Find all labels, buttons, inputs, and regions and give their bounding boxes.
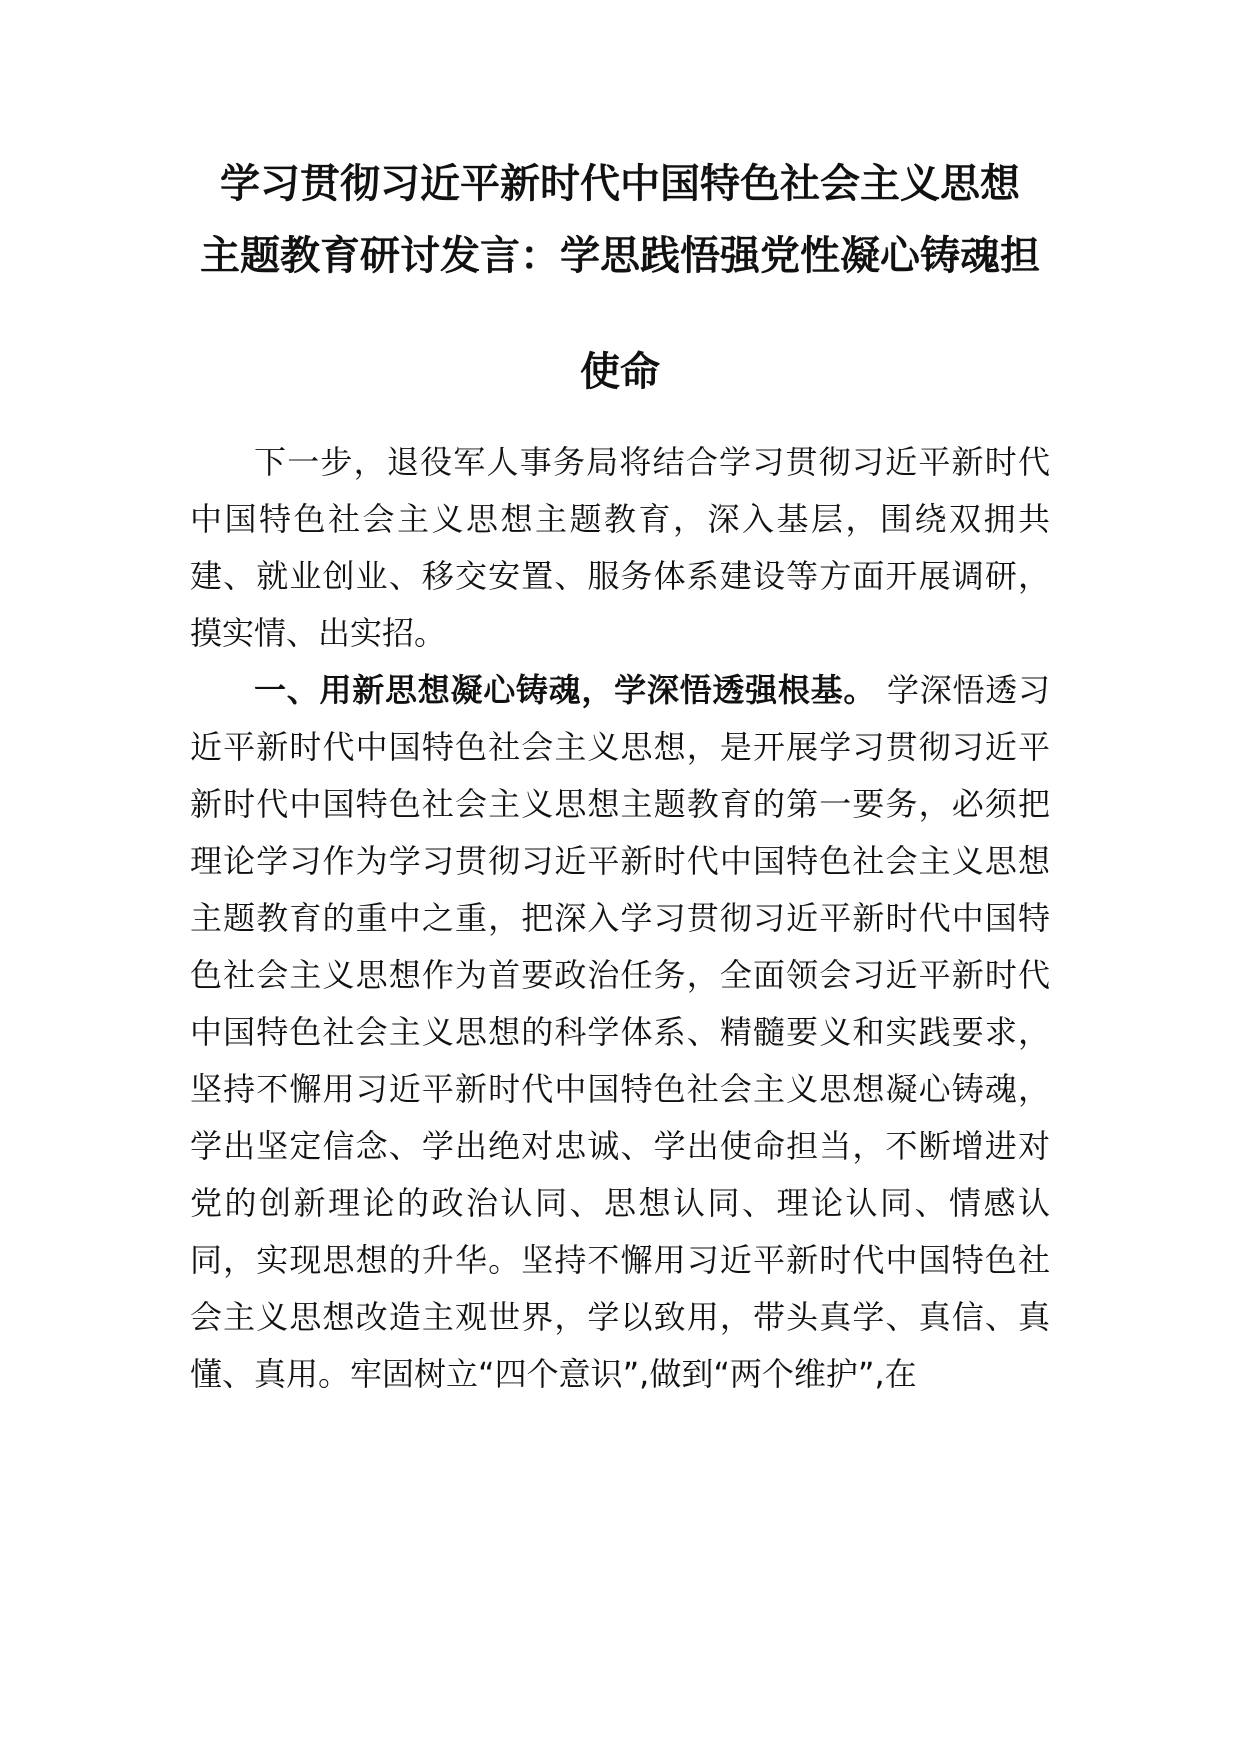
title-line-2: 主题教育研讨发言：学思践悟强党性凝心铸魂担 — [200, 233, 1040, 279]
paragraph-2-lead: 一、用新思想凝心铸魂，学深悟透强根基。 — [254, 671, 877, 709]
title-line-1: 学习贯彻习近平新时代中国特色社会主义思想 — [220, 161, 1020, 207]
paragraph-1 — [190, 434, 1050, 662]
title-line-3: 使命 — [580, 349, 660, 395]
paragraph-2-text: 学深悟透习近平新时代中国特色社会主义思想，是开展学习贯彻习近平新时代中国特色社会主义思想主题教育的第一要务，必须把理论学习作为学习贯彻习近平新时代中国特色社会主义思想主题教育的重中之重，把深入学习贯彻习近平新时代中国特色社会主义思想作为首要政治任务，全面领会习近平新时代中国特色社会主义思想的科学体系、精髓要义和实践要求，坚持不懈用习近平新时代中国特色社会主义思想凝心铸魂，学出坚定信念、学出绝对忠诚、学出使命担当，不断增进对党的创新理论的政治认同、思想认同、理论认同、情感认同，实现思想的升华。坚持不懈用习近平新时代中国特色社会主义思想改造主观世界，学以致用，带头真学、真信、真懂、真用。牢固树立“四个意识”,做到“两个维护”,在 — [190, 671, 1050, 1393]
paragraph-2 — [190, 662, 1050, 1403]
document-body — [190, 434, 1050, 1403]
document-title — [190, 156, 1050, 284]
paragraph-1-text: 下一步，退役军人事务局将结合学习贯彻习近平新时代中国特色社会主义思想主题教育，深入基层，围绕双拥共建、就业创业、移交安置、服务体系建设等方面开展调研，摸实情、出实招。 — [190, 443, 1050, 652]
